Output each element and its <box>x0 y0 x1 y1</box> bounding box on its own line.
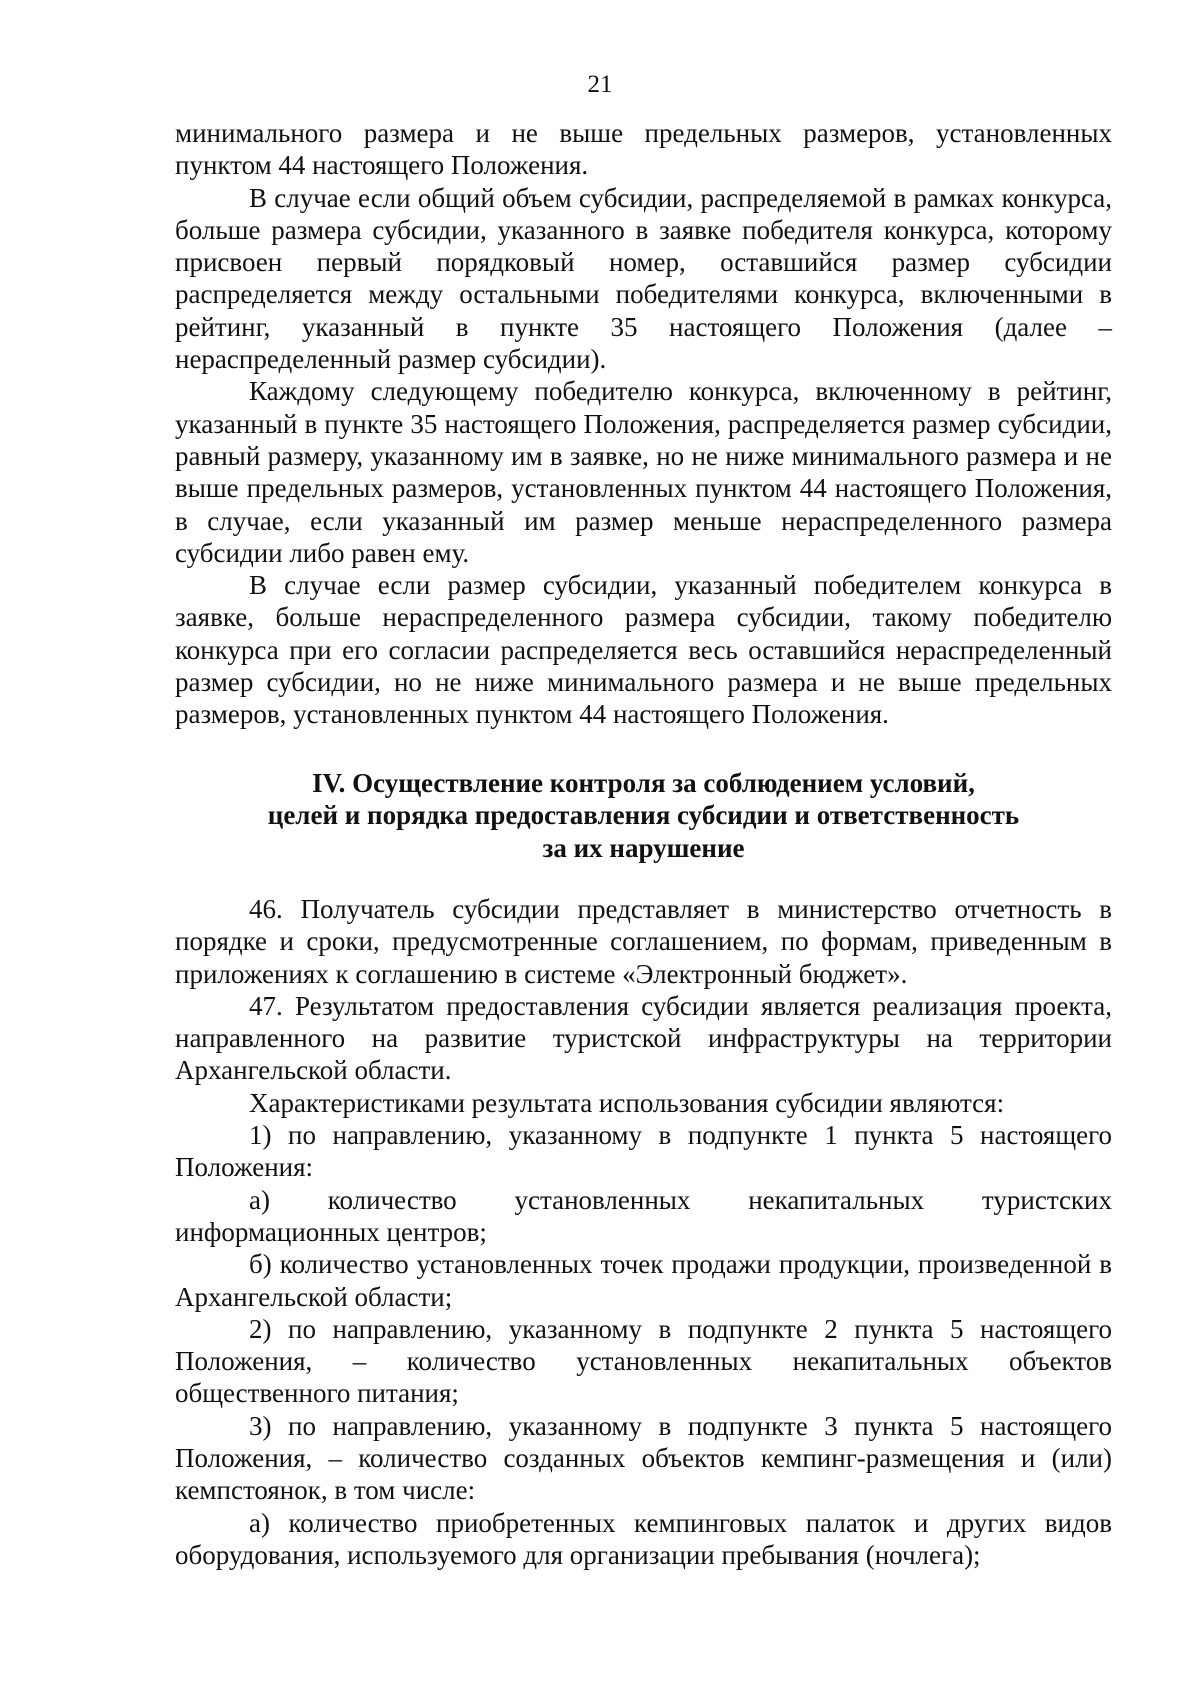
paragraph: Каждому следующему победителю конкурса, включенному в рейтинг, указанный в пункте 35 настоящего Положения, распределяется размер субсидии, равный размеру, указанному им в заявке, но не ниже минимального размера и не выше предельных размеров, установленных пунктом 44 настоящего Положения, в случае, если указанный им размер меньше нераспределенного размера субсидии либо равен ему. <box>175 376 1112 568</box>
list-item: 3) по направлению, указанному в подпункте 3 пункта 5 настоящего Положения, – количество созданных объектов кемпинг-размещения и (или) кемпстоянок, в том числе: <box>175 1410 1112 1506</box>
paragraph: 47. Результатом предоставления субсидии является реализация проекта, направленного на развитие туристской инфраструктуры на территории Архангельской области. <box>175 990 1112 1086</box>
section-heading-line: за их нарушение <box>542 832 745 863</box>
list-item: а) количество установленных некапитальных туристских информационных центров; <box>175 1184 1112 1247</box>
page-number: 21 <box>587 71 613 98</box>
paragraph: В случае если общий объем субсидии, распределяемой в рамках конкурса, больше размера субсидии, указанного в заявке победителя конкурса, которому присвоен первый порядковый номер, оставшийся размер субсидии распределяется между остальными победителями конкурса, включенными в рейтинг, указанный в пункте 35 настоящего Положения (далее – нераспределенный размер субсидии). <box>175 182 1112 375</box>
list-item: б) количество установленных точек продажи продукции, произведенной в Архангельской области; <box>175 1249 1112 1312</box>
body-text-top <box>175 117 1112 731</box>
body-text-bottom <box>175 893 1112 1571</box>
list-item: 2) по направлению, указанному в подпункте 2 пункта 5 настоящего Положения, – количество установленных некапитальных объектов общественного питания; <box>175 1313 1112 1409</box>
paragraph: В случае если размер субсидии, указанный победителем конкурса в заявке, больше нераспределенного размера субсидии, такому победителю конкурса при его согласии распределяется весь оставшийся нераспределенный размер субсидии, но не ниже минимального размера и не выше предельных размеров, установленных пунктом 44 настоящего Положения. <box>175 570 1112 730</box>
paragraph: Характеристиками результата использования субсидии являются: <box>249 1087 1005 1118</box>
list-item: 1) по направлению, указанному в подпункте 1 пункта 5 настоящего Положения: <box>175 1120 1112 1183</box>
paragraph-continuation: минимального размера и не выше предельных размеров, установленных пунктом 44 настоящего Положения. <box>175 118 1112 181</box>
paragraph: 46. Получатель субсидии представляет в министерство отчетность в порядке и сроки, предусмотренные соглашением, по формам, приведенным в приложениях к соглашению в системе «Электронный бюджет». <box>175 894 1112 989</box>
section-heading <box>175 767 1112 864</box>
section-heading-line: целей и порядка предоставления субсидии и ответственность <box>267 800 1020 831</box>
section-heading-line: IV. Осуществление контроля за соблюдением условий, <box>312 768 975 798</box>
list-item: а) количество приобретенных кемпинговых палаток и других видов оборудования, используемого для организации пребывания (ночлега); <box>175 1507 1112 1570</box>
